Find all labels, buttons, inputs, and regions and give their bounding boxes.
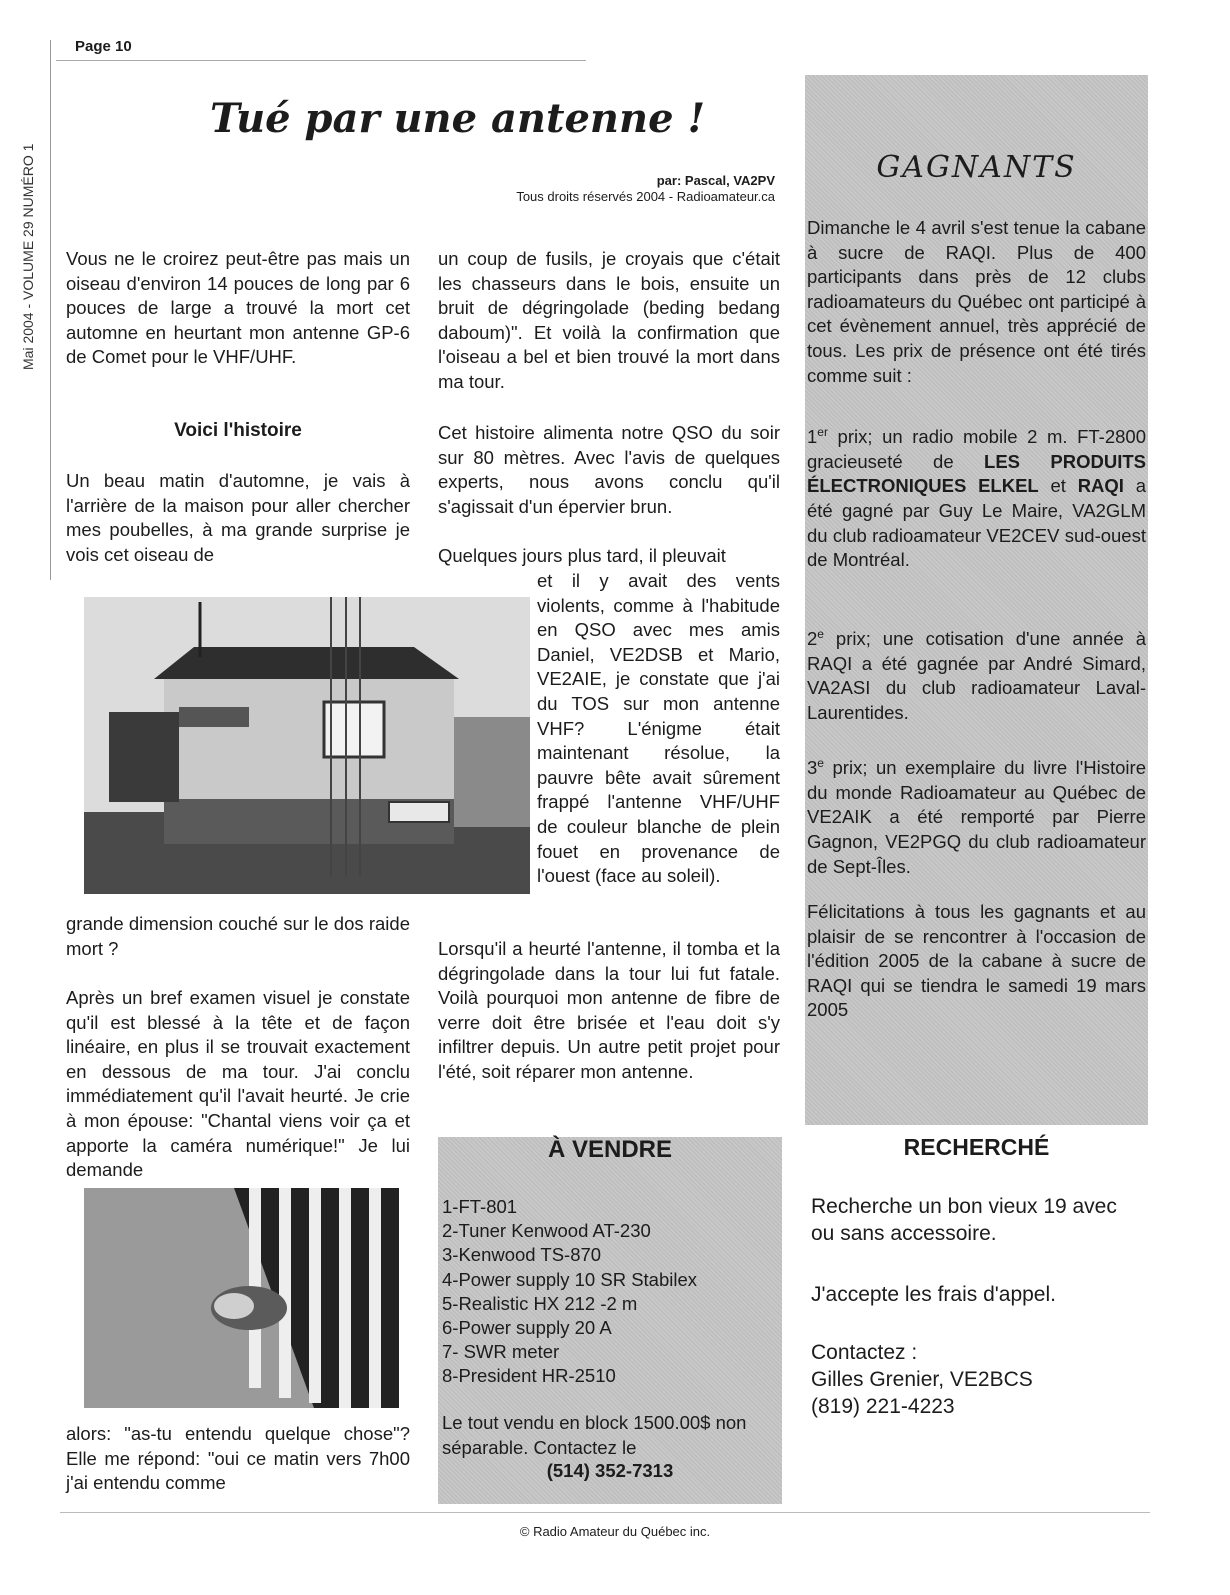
- article-title: Tué par une antenne !: [210, 95, 705, 142]
- list-item: 7- SWR meter: [442, 1341, 560, 1363]
- margin-rule: [50, 40, 51, 580]
- prize-1: 1er prix; un radio mobile 2 m. FT-2800 gracieuseté de LES PRODUITS ÉLECTRONIQUES ELKEL et RAQI a été gagné par Guy Le Maire, VA2GLM du club radioamateur VE2CEV sud-ouest de Montréal.: [807, 425, 1146, 571]
- paragraph-ask: alors: "as-tu entendu quelque chose"? Elle me répond: "oui ce matin vers 7h00 j'ai entendu comme: [66, 1423, 410, 1494]
- list-item: 4-Power supply 10 SR Stabilex: [442, 1268, 698, 1290]
- house-photo: [84, 597, 530, 894]
- footer-copyright: © Radio Amateur du Québec inc.: [519, 1524, 711, 1539]
- winners-intro: Dimanche le 4 avril s'est tenue la cabane à sucre de RAQI. Plus de 400 participants dans près de 12 clubs radioamateurs du Québec ont participé à cet évènement annuel, très apprécié de tous. Les prix de présence ont été tirés comme suit :: [807, 217, 1146, 386]
- for-sale-title: À VENDRE: [547, 1136, 673, 1163]
- list-item: 3-Kenwood TS-870: [442, 1244, 602, 1266]
- wanted-request: Recherche un bon vieux 19 avec ou sans accessoire.: [811, 1195, 1117, 1245]
- byline: [516, 173, 775, 205]
- list-item: 2-Tuner Kenwood AT-230: [442, 1220, 651, 1242]
- paragraph-rain-lead: Quelques jours plus tard, il pleuvait: [438, 545, 726, 566]
- prize-2: 2e prix; une cotisation d'une année à RAQI a été gagnée par André Simard, VA2ASI du club radioamateur Laval-Laurentides.: [807, 627, 1146, 723]
- paragraph-rain: et il y avait des vents violents, comme à l'habitude en QSO avec mes amis Daniel, VE2DSB et Mario, VE2AIE, je constate que j'ai du TOS sur mon antenne VHF? L'énigme était maintenant résolue, la pauvre bête avait sûrement frappé l'antenne VHF/UHF de couleur blanche de plein fouet en provenance de l'ouest (face au soleil).: [537, 570, 780, 887]
- paragraph-story: Un beau matin d'automne, je vais à l'arrière de la maison pour aller chercher mes poubelles, à ma grande surprise je vois cet oiseau de: [66, 470, 410, 565]
- bird-illustration: [84, 1188, 399, 1408]
- for-sale-list: [442, 1195, 778, 1389]
- wanted-contact-name: Gilles Grenier, VE2BCS: [811, 1368, 1033, 1391]
- for-sale-phone: (514) 352-7313: [546, 1460, 674, 1481]
- paragraph-fatal: Lorsqu'il a heurté l'antenne, il tomba et la dégringolade dans la tour lui fut fatale. Voilà pourquoi mon antenne de fibre de verre doit être brisée et l'eau doit s'y infiltrer depuis. Un autre petit projet pour l'été, soit réparer mon antenne.: [438, 938, 780, 1082]
- list-item: 8-President HR-2510: [442, 1365, 616, 1387]
- list-item: 1-FT-801: [442, 1196, 518, 1217]
- author: par: Pascal, VA2PV: [656, 173, 775, 188]
- prize-3: 3e prix; un exemplaire du livre l'Histoire du monde Radioamateur au Québec de VE2AIK a été remporté par Pierre Gagnon, VE2PGQ du club radioamateur de Sept-Îles.: [807, 756, 1146, 877]
- house-illustration: [84, 597, 530, 894]
- rights: Tous droits réservés 2004 - Radioamateur.ca: [516, 189, 775, 204]
- winners-congrats: Félicitations à tous les gagnants et au plaisir de se rencontrer à l'occasion de l'édition 2005 de la cabane à sucre de RAQI qui se tiendra le samedi 19 mars 2005: [807, 901, 1146, 1021]
- issue-info: Mai 2004 - VOLUME 29 NUMÉRO 1: [20, 143, 36, 370]
- header-rule: [56, 60, 586, 61]
- list-item: 5-Realistic HX 212 -2 m: [442, 1292, 638, 1314]
- paragraph-shot: un coup de fusils, je croyais que c'était les chasseurs dans le bois, ensuite un bruit de dégringolade (beding bedang daboum)". Et voilà la confirmation que l'oiseau a bel et bien trouvé la mort dans ma tour.: [438, 248, 780, 392]
- paragraph-qso: Cet histoire alimenta notre QSO du soir sur 80 mètres. Avec l'avis de quelques experts, nous avons conclu qu'il s'agissait d'un épervier brun.: [438, 422, 780, 517]
- paragraph-exam: Après un bref examen visuel je constate qu'il est blessé à la tête et de façon linéaire, en plus il se trouvait exactement en dessous de ma tour. J'ai conclu immédiatement qu'il l'avait heurté. Je crie à mon épouse: "Chantal viens voir ça et apporte la caméra numérique!" Je lui demande: [66, 987, 410, 1181]
- for-sale-note: Le tout vendu en block 1500.00$ non séparable. Contactez le: [442, 1412, 747, 1458]
- wanted-fees: J'accepte les frais d'appel.: [811, 1283, 1056, 1306]
- winners-title: GAGNANTS: [876, 150, 1077, 185]
- wanted-title: RECHERCHÉ: [903, 1134, 1050, 1160]
- footer-rule: [60, 1512, 1150, 1513]
- page-number: Page 10: [75, 38, 132, 55]
- paragraph-intro: Vous ne le croirez peut-être pas mais un oiseau d'environ 14 pouces de long par 6 pouces de large a trouvé la mort cet automne en heurtant mon antenne GP-6 de Comet pour le VHF/UHF.: [66, 248, 410, 368]
- subheading: Voici l'histoire: [174, 420, 302, 441]
- wanted-contact-label: Contactez :: [811, 1341, 918, 1364]
- paragraph-dead: grande dimension couché sur le dos raide mort ?: [66, 913, 410, 959]
- bird-photo: [84, 1188, 399, 1408]
- wanted-contact-phone: (819) 221-4223: [811, 1395, 955, 1418]
- list-item: 6-Power supply 20 A: [442, 1317, 612, 1339]
